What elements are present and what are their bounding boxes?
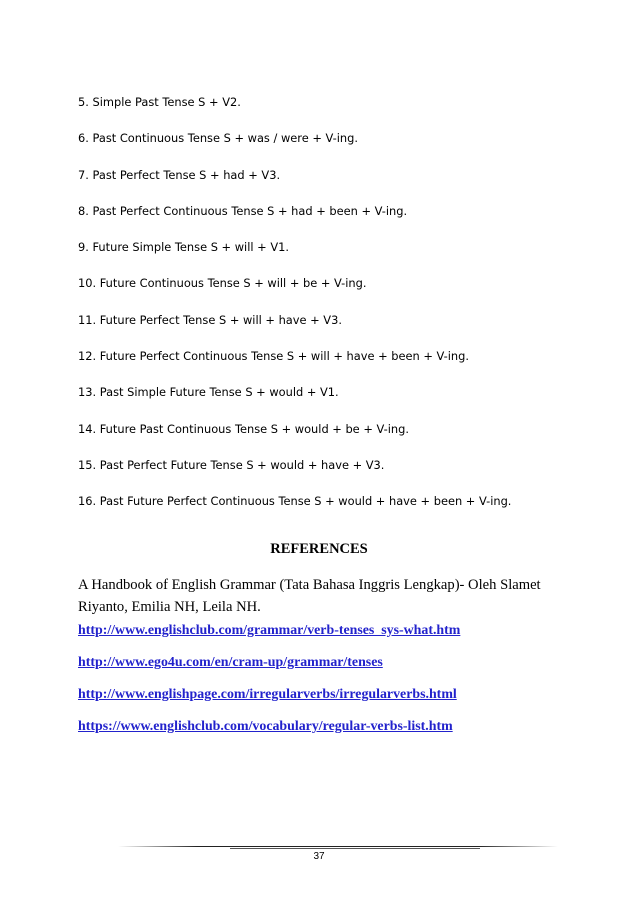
tense-item-13: 13. Past Simple Future Tense S + would + V1. [78,385,339,400]
tense-item-7: 7. Past Perfect Tense S + had + V3. [78,167,281,182]
tense-item-6: 6. Past Continuous Tense S + was / were + V-ing. [78,131,358,146]
reference-book-citation: A Handbook of English Grammar (Tata Bahasa Inggris Lengkap)- Oleh Slamet Riyanto, Emilia NH, Leila NH. [78,577,541,615]
tense-item-9: 9. Future Simple Tense S + will + V1. [78,240,289,255]
references-heading: REFERENCES [270,541,368,557]
tense-item-14: 14. Future Past Continuous Tense S + would + be + V-ing. [78,421,409,436]
footer-divider [118,846,558,847]
tense-item-15: 15. Past Perfect Future Tense S + would + have + V3. [78,457,385,472]
reference-link-englishclub-verb-tenses[interactable]: http://www.englishclub.com/grammar/verb-tenses_sys-what.htm [78,623,461,638]
tense-item-10: 10. Future Continuous Tense S + will + be + V-ing. [78,276,367,291]
tense-item-5: 5. Simple Past Tense S + V2. [78,95,241,109]
reference-links [78,622,598,750]
page-number: 37 [313,851,325,862]
tense-item-11: 11. Future Perfect Tense S + will + have + V3. [78,312,342,327]
reference-link-englishpage-irregular-verbs[interactable]: http://www.englishpage.com/irregularverbs/irregularverbs.html [78,687,457,702]
tense-formula-list [78,94,598,530]
reference-link-ego4u-tenses[interactable]: http://www.ego4u.com/en/cram-up/grammar/tenses [78,655,383,670]
reference-link-englishclub-regular-verbs[interactable]: https://www.englishclub.com/vocabulary/regular-verbs-list.htm [78,719,453,734]
tense-item-16: 16. Past Future Perfect Continuous Tense S + would + have + been + V-ing. [78,494,512,509]
tense-item-12: 12. Future Perfect Continuous Tense S + will + have + been + V-ing. [78,349,469,364]
footer-divider-accent [230,848,480,849]
tense-item-8: 8. Past Perfect Continuous Tense S + had + been + V-ing. [78,203,408,218]
